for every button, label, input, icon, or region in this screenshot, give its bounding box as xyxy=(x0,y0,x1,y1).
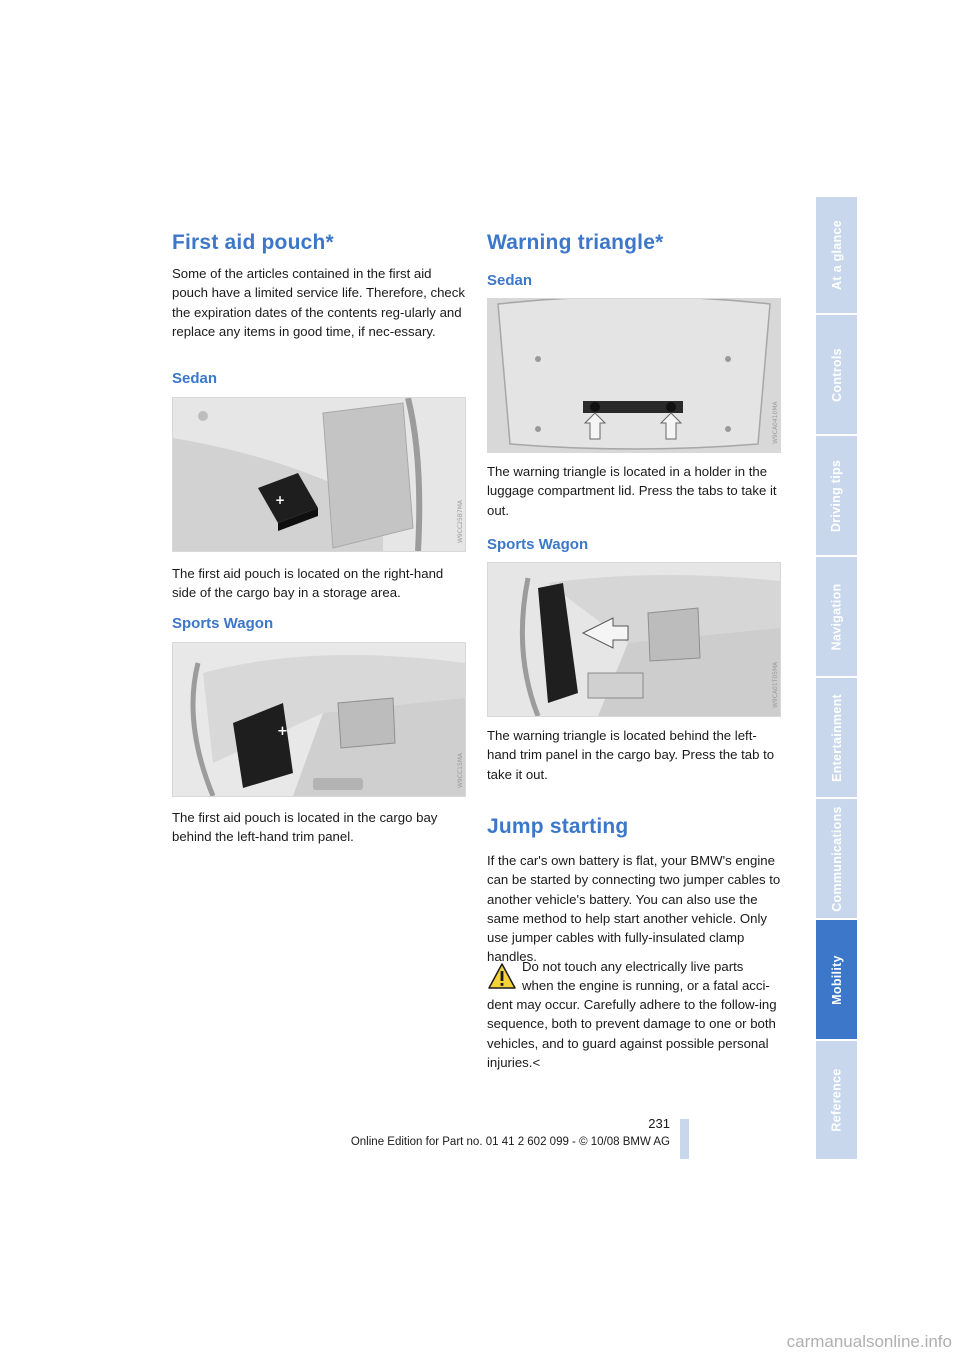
first-aid-wagon-text: The first aid pouch is located in the cargo bay behind the left-hand trim panel. xyxy=(172,810,438,845)
warning-triangle-wagon-figure xyxy=(487,562,781,717)
warning-rest: dent may occur. Carefully adhere to the follow-ing sequence, both to prevent damage to one or both vehicles, and to guard against possible personal injuries.< xyxy=(487,997,777,1070)
first-aid-wagon-heading: Sports Wagon xyxy=(172,615,274,632)
tab-communications[interactable]: Communications xyxy=(816,799,857,918)
first-aid-sedan-text: The first aid pouch is located on the right-hand side of the cargo bay in a storage area. xyxy=(172,566,444,601)
tab-driving-tips[interactable]: Driving tips xyxy=(816,436,857,555)
warning-triangle-title: Warning triangle* xyxy=(487,231,664,254)
page-number: 231 xyxy=(648,1116,670,1131)
jump-starting-title: Jump starting xyxy=(487,815,629,838)
first-aid-title: First aid pouch* xyxy=(172,231,334,254)
figure-code: W9CA0410MA xyxy=(772,401,779,444)
warning-line-1: Do not touch any electrically live parts xyxy=(522,959,744,974)
warning-triangle-wagon-heading: Sports Wagon xyxy=(487,536,589,553)
tab-mobility[interactable]: Mobility xyxy=(816,920,857,1039)
warning-triangle-sedan-text: The warning triangle is located in a holder in the luggage compartment lid. Press the tabs to take it out. xyxy=(487,464,777,518)
jump-starting-intro: If the car's own battery is flat, your BMW's engine can be started by connecting two jumper cables to another vehicle's battery. You can also use the same method to help start another vehicle. Only use jumper cables with fully-insulated clamp handles. xyxy=(487,853,781,965)
first-aid-sedan-figure xyxy=(172,397,466,552)
first-aid-intro: Some of the articles contained in the first aid pouch have a limited service life. Therefore, check the expiration dates of the contents reg-ularly and replace any items in good time, if nec-essary. xyxy=(172,266,465,339)
warning-icon xyxy=(488,963,516,989)
figure-code: W9CC25B7MA xyxy=(457,500,464,543)
warning-line-2: when the engine is running, or a fatal acci- xyxy=(522,978,770,993)
watermark: carmanualsonline.info xyxy=(786,1332,952,1351)
tab-at-a-glance[interactable]: At a glance xyxy=(816,197,857,313)
warning-triangle-sedan-figure xyxy=(487,298,781,453)
tab-reference[interactable]: Reference xyxy=(816,1041,857,1159)
svg-text:+: + xyxy=(277,724,288,739)
tab-entertainment[interactable]: Entertainment xyxy=(816,678,857,797)
figure-code: W9CA01T05MA xyxy=(772,661,779,708)
edition-note: Online Edition for Part no. 01 41 2 602 099 - © 10/08 BMW AG xyxy=(350,1136,670,1148)
tab-controls[interactable]: Controls xyxy=(816,315,857,434)
warning-triangle-wagon-text: The warning triangle is located behind the left-hand trim panel in the cargo bay. Press the tab to take it out. xyxy=(487,728,775,782)
warning-triangle-sedan-heading: Sedan xyxy=(487,272,533,289)
svg-text:+: + xyxy=(275,493,286,507)
first-aid-sedan-heading: Sedan xyxy=(172,370,218,387)
footer-accent-bar xyxy=(680,1119,689,1159)
first-aid-wagon-figure xyxy=(172,642,466,797)
tab-navigation[interactable]: Navigation xyxy=(816,557,857,676)
figure-code: W9CC15MA xyxy=(457,752,464,788)
